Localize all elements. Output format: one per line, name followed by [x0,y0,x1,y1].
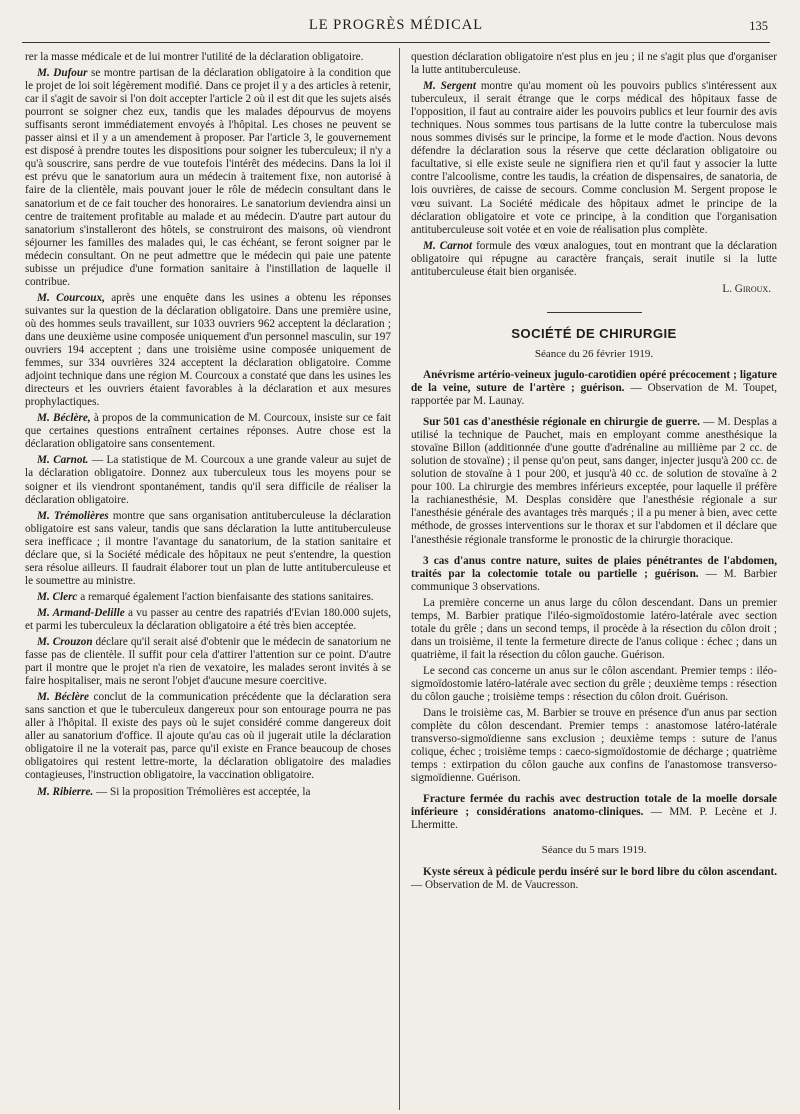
paragraph-carnot-2 [411,240,777,279]
entry-title: Sur 501 cas d'anesthésie régionale en chirurgie de guerre. [423,416,700,429]
paragraph-text: montre qu'au moment où les pouvoirs publics s'intéressent aux tuberculeux, il serait étrange que le corps médical des hôpitaux fasse de l'opposition, il faut au contraire aider les pouvoirs publics et leur fournir des avis techniques. Nous sommes tous partisans de la lutte contre la tuberculose mais nous sommes divisés sur le principe, la forme et le mode d'action. Nous devons défendre la déclaration sous la réserve que cette déclaration obligatoire ou facultative, si elle existe seule ne signifiera rien et qu'il faut y associer la lutte contre l'alcoolisme, contre les taudis, la création de dispensaires, de sanatoria, de lois ouvrières, de caisse de secours. Comme conclusion M. Sergent propose le vœu suivant. La Société médicale des hôpitaux admet le principe de la déclaration obligatoire et vote ce principe, à la condition que l'organisation antituberculeuse soit votée et en voie de réalisation plus complète. [411,80,777,236]
paragraph-text: a vu passer au centre des rapatriés d'Evian 180.000 sujets, et parmi les tuberculeux la déclaration obligatoire a été très bien acceptée. [25,606,392,632]
continuation-paragraph [411,51,777,77]
paragraph-dufour [25,67,391,289]
paragraph-text: déclare qu'il serait aisé d'obtenir que le médecin de sanatorium ne fasse pas de clientèle. Il suffit pour cela d'attirer l'attention sur ce point. D'autre part il montre que le projet n'a rien de vexatoire, les malades seront invités à se faire hospitaliser, mais ne seront l'objet d'aucune mesure coercitive. [25,636,392,688]
entry-aneurysm [411,369,777,408]
speaker-name: M. Courcoux, [37,291,105,304]
paragraph-text: conclut de la communication précédente que la déclaration sera sans sanction et que le tuberculeux dangereux pour son entourage pourra ne pas aller à l'hôpital. Il existe des pays où le sujet considéré comme dangereux doit aller au sanatorium d'office. Il ajoute qu'au cas où il jugerait utile la déclaration obligatoire il ne la voterait pas, parce qu'il existe en France beaucoup de choses obligatoires qui restent lettre-morte, la déclaration obligatoire des maladies contagieuses, l'instruction obligatoire, la vaccination obligatoire. [25,691,392,782]
paragraph-sergent [411,80,777,237]
entry-text: — M. Barbier communique 3 observations. [411,567,777,593]
speaker-name: M. Ribierre. [37,785,94,798]
page-number: 135 [749,19,768,33]
case-paragraph: Dans le troisième cas, M. Barbier se trouve en présence d'un anus par section complète du côlon descendant. Premier temps : anastomose latéro-latérale transverso-sigmoïdienne sans exclusion ; deuxième temps : suture de l'anus colique, échec ; troisième temps : caeco-sigmoïdostomie de décharge ; quatrième temps : extirpation du côlon gauche aux confins de l'anastomose transverso-sigmoïdienne. Guérison. [411,707,777,785]
session-date: Séance du 26 février 1919. [534,347,654,360]
entry-title: 3 cas d'anus contre nature, suites de plaies pénétrantes de l'abdomen, traités par la colectomie totale ou partielle ; guérison. [411,554,777,580]
paragraph-tremolieres [25,510,391,588]
speaker-name: M. Crouzon [37,636,93,649]
entry-anus [411,555,777,594]
speaker-name: M. Carnot [423,239,473,252]
entry-anesthesia [411,416,777,546]
entry-text: — MM. P. Lecène et J. Lhermitte. [411,806,777,832]
section-divider [547,312,642,313]
speaker-name: M. Béclère [37,691,90,704]
speaker-name: M. Trémolières [37,509,109,522]
paragraph-courcoux [25,292,391,409]
entry-title: Fracture fermée du rachis avec destruction totale de la moelle dorsale inférieure ; considérations anatomo-cliniques. [411,793,777,819]
paragraph-clerc [25,591,391,604]
entry-text: — Observation de M. de Vaucresson. [411,878,579,891]
speaker-name: M. Dufour [37,67,88,80]
speaker-name: M. Carnot. [37,454,89,467]
case-paragraph: Le second cas concerne un anus sur le côlon ascendant. Premier temps : iléo-sigmoïdostomie latéro-latérale avec section du grêle ; deuxième temps : résection du côlon gauche ; troisième temps : résection du côlon droit. Guérison. [411,664,777,704]
speaker-name: M. Armand-Delille [37,606,125,619]
section-title: SOCIÉTÉ DE CHIRURGIE [511,325,677,341]
entry-text: — M. Desplas a utilisé la technique de Pauchet, mais en employant comme anesthésique la stovaïne Billon (additionnée d'une goutte d'adrénaline au millième par 2 cc. de solution de stovaïne) ; il pense qu'on peut, sans danger, injecter jusqu'à 200 cc. de solution de stovaïne à 1 pour 200, et jusqu'à 40 cc. de solution de stovaïne à 2 pour 100. La chirurgie des membres inférieurs exceptée, pour laquelle il préfère la rachianesthésie, M. Desplas considère que l'anesthésie régionale a sur l'anesthésie générale des avantages très marqués ; il a pu mener à bien, avec cette méthode, de grosses interventions sur le thorax et sur l'abdomen et il déclare que l'anesthésie régionale transforme le pronostic de la chirurgie thoracique. [411,416,778,546]
entry-title: Kyste séreux à pédicule perdu inséré sur le bord libre du côlon ascendant. [423,865,777,878]
paragraph-text: à propos de la communication de M. Courcoux, insiste sur ce fait que certaines questions entraînent certaines réponses. Autre chose est la déclaration obligatoire sans consentement. [25,412,392,451]
page-header [22,14,770,43]
journal-title: LE PROGRÈS MÉDICAL [308,17,484,33]
continuation-paragraph [25,51,391,64]
paragraph-crouzon [25,636,391,688]
paragraph-text: se montre partisan de la déclaration obligatoire à la condition que le projet de loi soit légèrement modifié. Dans ce projet il y a des articles à retenir, car il s'agit de savoir si l'on doit accepter l'article 2 où il est dit que les sujets aisés pourront se soigner chez eux, tandis que les malades dépourvus de moyens suffisants seront immédiatement envoyés à l'hôpital. Les choses ne peuvent se passer ainsi et il y a un amendement à proposer. Par l'article 3, le gouvernement est disposé à prendre toutes les dispositions pour soigner les tuberculeux; il n'y a qu'à souscrire, sans perdre de vue toutefois l'intérêt des médecins. Dans la loi il est prévu que le sanatorium aura un médecin à traitement fixe, non autorisé à faire de la clientèle, mais pouvant jouer le rôle de médecin consultant dans le sanatorium et de ce fait toucher des honoraires. Le sanatorium deviendra ainsi un centre de traitement profitable au malade et au médecin. D'autre part autour du sanatorium s'installeront des hôtels, se construiront des maisons, où viendront séjourner les familles des malades qui, le cas échéant, se feront soigner par le médecin consultant. On ne peut admettre que le médecin qui paie une patente subisse un préjudice d'une formation sanitaire à l'instillation de laquelle il contribue. [25,67,391,288]
paragraph-text: — La statistique de M. Courcoux a une grande valeur au sujet de la déclaration obligatoire. Donnez aux tuberculeux tous les moyens pour se soigner et ils viendront spontanément, tandis qu'il sera difficile de réaliser la déclaration obligatoire. [25,454,392,506]
paragraph-ribierre [25,786,391,799]
speaker-name: M. Sergent [423,80,476,93]
paragraph-text: rer la masse médicale et de lui montrer l'utilité de la déclaration obligatoire. [25,51,364,63]
entry-fracture [411,793,777,832]
paragraph-text: question déclaration obligatoire n'est plus en jeu ; il ne s'agit plus que d'organiser la lutte antituberculeuse. [411,51,777,77]
paragraph-text: — Si la proposition Trémolières est acceptée, la [96,785,311,798]
entry-title: Anévrisme artério-veineux jugulo-carotidien opéré précocement ; ligature de la veine, suture de l'artère ; guérison. [411,368,777,394]
paragraph-text: après une enquête dans les usines a obtenu les réponses suivantes sur la question de la déclaration obligatoire. Dans une première usine, où des hommes seuls travaillent, sur 1033 ouvriers 962 acceptent la déclaration ; dans une deuxième usine composée uniquement d'un personnel masculin, sur 197 ouvriers 194 acceptent ; dans une troisième usine composée uniquement de femmes, sur 334 ouvrières 324 acceptent la déclaration obligatoire. Comme adjoint technique dans une région M. Courcoux a constaté que dans les usines les directeurs et les ouvriers étaient favorables à la déclaration et aux mesures prophylactiques. [25,291,392,409]
right-column [411,51,777,895]
paragraph-beclere-1 [25,412,391,451]
speaker-name: M. Clerc [37,590,78,603]
paragraph-text: a remarqué également l'action bienfaisante des stations sanitaires. [80,590,374,603]
paragraph-carnot-1 [25,454,391,506]
column-divider [399,48,400,1110]
paragraph-armand-delille [25,607,391,633]
paragraph-text: montre que sans organisation antituberculeuse la déclaration obligatoire est sans valeur, tandis que sans déclaration la lutte antituberculeuse sera inefficace ; il montre l'avantage du sanatorium, de la station sanitaire et déclare que, si la Société médicale des hôpitaux ne peut s'entendre, la question sera résolue ailleurs. Il faudrait élaborer tout un plan de lutte antituberculeuse et le soumettre au ministre. [25,509,391,587]
entry-text: — Observation de M. Toupet, rapportée par M. Launay. [411,381,777,408]
speaker-name: M. Béclère, [37,412,91,425]
session-date: Séance du 5 mars 1919. [541,844,647,857]
case-paragraph: La première concerne un anus large du côlon descendant. Dans un premier temps, M. Barbier pratique l'iléo-sigmoïdostomie latéro-latérale avec section totale du grêle ; dans un second temps, il procède à la résection du côlon droit ; dans un troisième, il tente la fermeture directe de l'anus colique : échec ; dans un quatrième, il fait la résection du côlon gauche. Guérison. [411,596,777,661]
paragraph-beclere-2 [25,691,391,782]
paragraph-text: formule des vœux analogues, tout en montrant que la déclaration obligatoire qui répugne au caractère français, serait inutile si la lutte antituberculeuse était bien organisée. [411,239,778,278]
left-column [25,51,391,802]
author-signature: L. Giroux. [722,282,771,295]
entry-kyste [411,866,777,892]
